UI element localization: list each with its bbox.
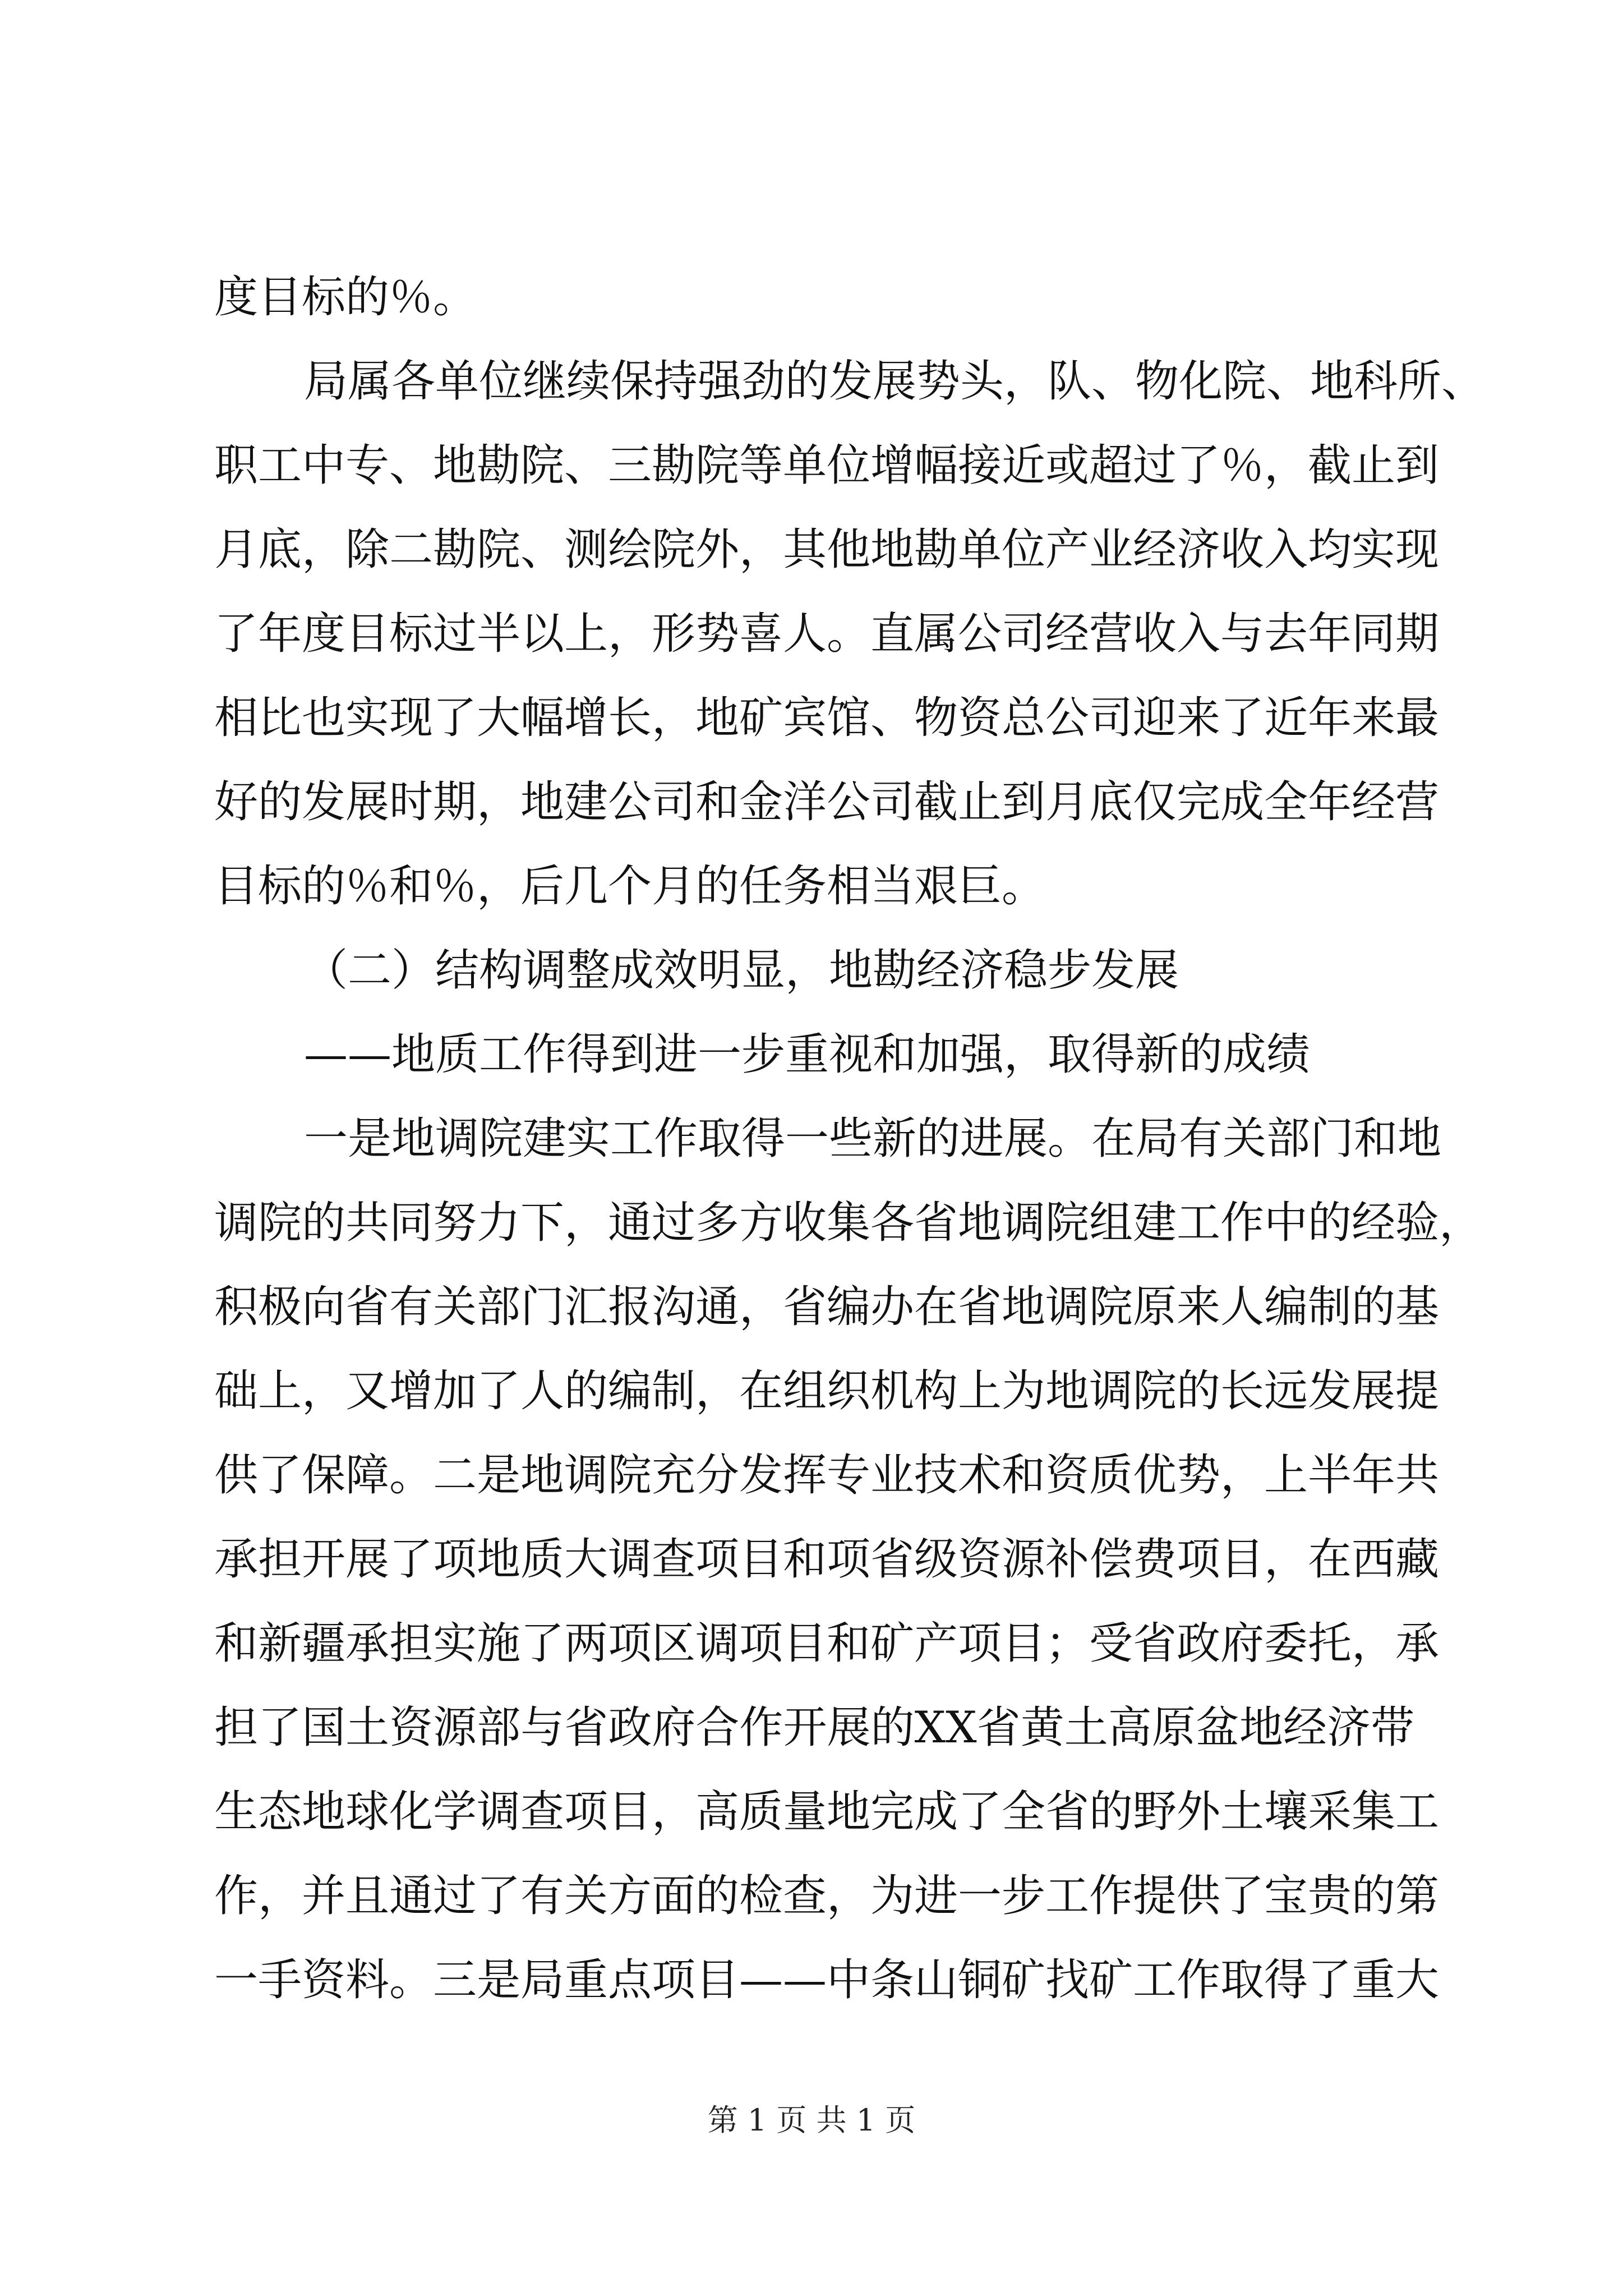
paragraph-line: 础上，又增加了人的编制，在组织机构上为地调院的长远发展提 (214, 1366, 1440, 1416)
paragraph-line: 承担开展了项地质大调查项目和项省级资源补偿费项目，在西藏 (214, 1534, 1440, 1585)
paragraph-line: 相比也实现了大幅增长，地矿宾馆、物资总公司迎来了近年来最 (214, 693, 1440, 743)
paragraph-line: 一是地调院建实工作取得一些新的进展。在局有关部门和地 (304, 1114, 1442, 1164)
paragraph-line: 度目标的％。 (214, 272, 477, 323)
paragraph-line: 供了保障。二是地调院充分发挥专业技术和资质优势，上半年共 (214, 1450, 1440, 1501)
paragraph-line: 和新疆承担实施了两项区调项目和矿产项目；受省政府委托，承 (214, 1618, 1440, 1669)
paragraph-line: 目标的％和％，后几个月的任务相当艰巨。 (214, 861, 1046, 912)
page-number-footer: 第 1 页 共 1 页 (707, 2102, 916, 2138)
paragraph-line: 好的发展时期，地建公司和金洋公司截止到月底仅完成全年经营 (214, 777, 1440, 827)
paragraph-line: 一手资料。三是局重点项目——中条山铜矿找矿工作取得了重大 (214, 1955, 1440, 2005)
paragraph-line: 担了国土资源部与省政府合作开展的XX省黄土高原盆地经济带 (214, 1703, 1414, 1753)
section-heading: （二）结构调整成效明显，地勘经济稳步发展 (304, 945, 1179, 996)
paragraph-line: 局属各单位继续保持强劲的发展势头，队、物化院、地科所、 (304, 356, 1486, 407)
paragraph-line: 了年度目标过半以上，形势喜人。直属公司经营收入与去年同期 (214, 609, 1440, 659)
paragraph-line: 调院的共同努力下，通过多方收集各省地调院组建工作中的经验， (214, 1198, 1483, 1248)
subsection-heading: ——地质工作得到进一步重视和加强，取得新的成绩 (304, 1029, 1311, 1080)
paragraph-line: 职工中专、地勘院、三勘院等单位增幅接近或超过了％，截止到 (214, 440, 1440, 491)
paragraph-line: 生态地球化学调查项目，高质量地完成了全省的野外土壤采集工 (214, 1787, 1440, 1837)
paragraph-line: 积极向省有关部门汇报沟通，省编办在省地调院原来人编制的基 (214, 1282, 1440, 1332)
paragraph-line: 作，并且通过了有关方面的检查，为进一步工作提供了宝贵的第 (214, 1871, 1440, 1921)
paragraph-line: 月底，除二勘院、测绘院外，其他地勘单位产业经济收入均实现 (214, 524, 1440, 575)
